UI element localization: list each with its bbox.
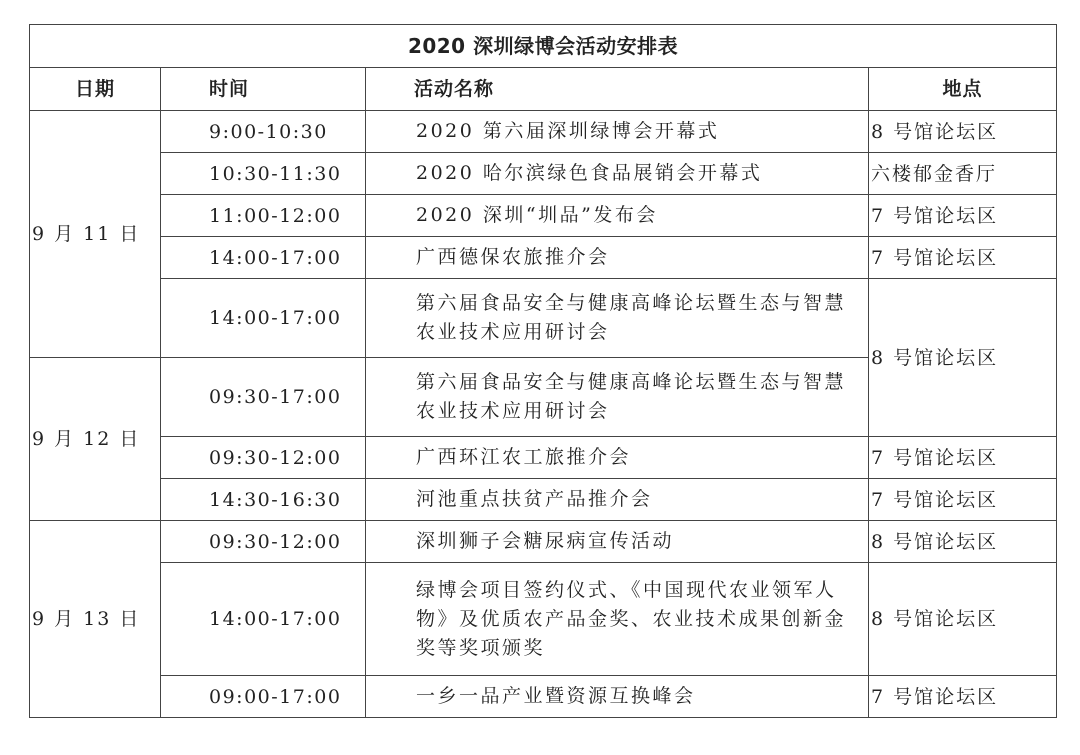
venue-cell: 7 号馆论坛区 (869, 479, 1057, 521)
activity-text: 2020 第六届深圳绿博会开幕式 (416, 120, 720, 142)
venue-cell: 8 号馆论坛区 (869, 279, 1057, 437)
activity-cell (366, 111, 869, 153)
activity-text: 绿博会项目签约仪式、《中国现代农业领军人物》及优质农产品金奖、农业技术成果创新金奖等奖项颁奖 (416, 578, 847, 659)
table-title: 2020 深圳绿博会活动安排表 (30, 25, 1057, 68)
venue-cell: 六楼郁金香厅 (869, 153, 1057, 195)
schedule-sheet (29, 24, 1057, 718)
header-date: 日期 (30, 68, 161, 111)
table-row (30, 237, 1057, 279)
time-cell: 09:00-17:00 (161, 676, 366, 718)
activity-cell (366, 563, 869, 676)
time-cell: 10:30-11:30 (161, 153, 366, 195)
time-cell: 09:30-12:00 (161, 437, 366, 479)
table-row (30, 195, 1057, 237)
activity-cell (366, 521, 869, 563)
time-cell: 09:30-17:00 (161, 358, 366, 437)
activity-cell (366, 358, 869, 437)
venue-cell: 7 号馆论坛区 (869, 437, 1057, 479)
table-row (30, 437, 1057, 479)
time-cell: 14:00-17:00 (161, 279, 366, 358)
activity-text: 河池重点扶贫产品推介会 (416, 488, 653, 510)
activity-text: 2020 深圳“圳品”发布会 (416, 204, 658, 226)
activity-cell (366, 479, 869, 521)
venue-cell: 8 号馆论坛区 (869, 111, 1057, 153)
table-row (30, 521, 1057, 563)
activity-text: 2020 哈尔滨绿色食品展销会开幕式 (416, 162, 763, 184)
activity-cell (366, 279, 869, 358)
time-cell: 14:30-16:30 (161, 479, 366, 521)
venue-cell: 7 号馆论坛区 (869, 195, 1057, 237)
activity-text: 广西德保农旅推介会 (416, 246, 610, 268)
activity-text: 深圳狮子会糖尿病宣传活动 (416, 530, 675, 552)
venue-cell: 7 号馆论坛区 (869, 237, 1057, 279)
table-row (30, 676, 1057, 718)
time-cell: 14:00-17:00 (161, 563, 366, 676)
header-time: 时间 (161, 68, 366, 111)
activity-text: 一乡一品产业暨资源互换峰会 (416, 685, 696, 707)
header-row (30, 68, 1057, 111)
time-cell: 11:00-12:00 (161, 195, 366, 237)
date-cell: 9 月 11 日 (30, 111, 161, 358)
table-row (30, 153, 1057, 195)
activity-cell (366, 153, 869, 195)
time-cell: 14:00-17:00 (161, 237, 366, 279)
schedule-table (29, 24, 1057, 718)
date-cell: 9 月 12 日 (30, 358, 161, 521)
venue-cell: 7 号馆论坛区 (869, 676, 1057, 718)
time-cell: 9:00-10:30 (161, 111, 366, 153)
activity-cell (366, 676, 869, 718)
activity-text: 第六届食品安全与健康高峰论坛暨生态与智慧农业技术应用研讨会 (416, 371, 847, 422)
time-cell: 09:30-12:00 (161, 521, 366, 563)
table-row (30, 479, 1057, 521)
table-row (30, 563, 1057, 676)
table-row (30, 111, 1057, 153)
venue-cell: 8 号馆论坛区 (869, 563, 1057, 676)
activity-text: 第六届食品安全与健康高峰论坛暨生态与智慧农业技术应用研讨会 (416, 292, 847, 343)
header-activity: 活动名称 (366, 68, 869, 111)
table-row (30, 279, 1057, 358)
activity-cell (366, 195, 869, 237)
date-cell: 9 月 13 日 (30, 521, 161, 718)
activity-cell (366, 437, 869, 479)
header-venue: 地点 (869, 68, 1057, 111)
activity-cell (366, 237, 869, 279)
activity-text: 广西环江农工旅推介会 (416, 446, 632, 468)
venue-cell: 8 号馆论坛区 (869, 521, 1057, 563)
